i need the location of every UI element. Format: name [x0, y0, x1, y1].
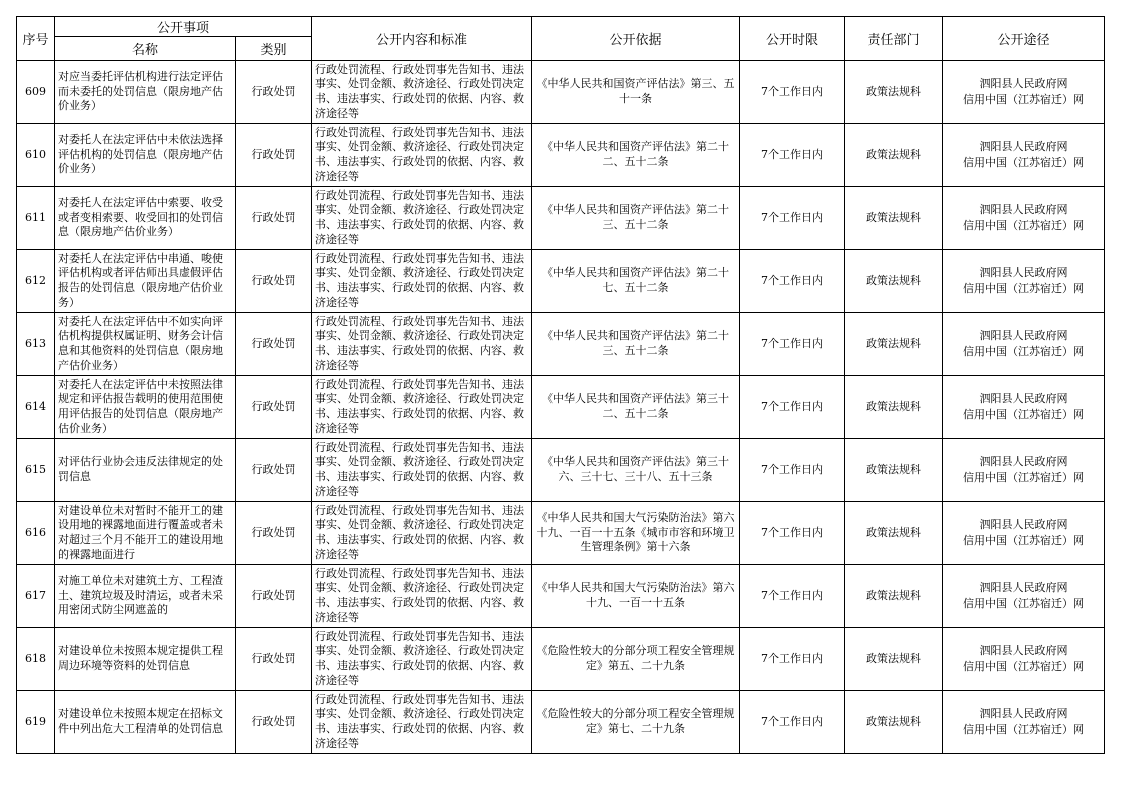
item-name-text: 对委托人在法定评估中未按照法律规定和评估报告载明的使用范围使用评估报告的处罚信息（限房地产估价业务）: [58, 377, 223, 435]
legal-basis: [532, 124, 740, 187]
disclosure-content: [312, 502, 532, 565]
disclosure-content: [312, 124, 532, 187]
table-row: [17, 376, 1105, 439]
channel-credit-china: 信用中国（江苏宿迁）网: [963, 93, 1085, 106]
header-channel: 公开途径: [943, 17, 1105, 61]
row-number: 610: [17, 124, 55, 187]
header-category: 类别: [236, 37, 312, 61]
channel-county-gov: 泗阳县人民政府网: [979, 329, 1068, 342]
channel-county-gov: 泗阳县人民政府网: [979, 392, 1068, 405]
header-content: 公开内容和标准: [312, 17, 532, 61]
time-limit: 7个工作日内: [740, 565, 845, 628]
table-row: [17, 502, 1105, 565]
disclosure-content-text: 行政处罚流程、行政处罚事先告知书、违法事实、处罚金额、救济途径、行政处罚决定书、违法事实、行政处罚的依据、内容、救济途径等: [315, 629, 525, 687]
disclosure-content-text: 行政处罚流程、行政处罚事先告知书、违法事实、处罚金额、救济途径、行政处罚决定书、违法事实、行政处罚的依据、内容、救济途径等: [315, 62, 525, 120]
legal-basis-text: 《中华人民共和国大气污染防治法》第六十九、一百一十五条《城市市容和环境卫生管理条例》第十六条: [536, 511, 735, 554]
header-basis: 公开依据: [532, 17, 740, 61]
channel-county-gov: 泗阳县人民政府网: [979, 266, 1068, 279]
time-limit: 7个工作日内: [740, 250, 845, 313]
channel-credit-china: 信用中国（江苏宿迁）网: [963, 408, 1085, 421]
responsible-department: 政策法规科: [845, 439, 943, 502]
legal-basis-text: 《中华人民共和国资产评估法》第三十六、三十七、三十八、五十三条: [542, 455, 730, 483]
legal-basis: [532, 439, 740, 502]
disclosure-channel: [943, 250, 1105, 313]
disclosure-content-text: 行政处罚流程、行政处罚事先告知书、违法事实、处罚金额、救济途径、行政处罚决定书、违法事实、行政处罚的依据、内容、救济途径等: [315, 314, 525, 372]
item-name-text: 对建设单位未按照本规定在招标文件中列出危大工程清单的处罚信息: [58, 707, 223, 735]
item-name: [55, 313, 236, 376]
item-name-text: 对建设单位未对暂时不能开工的建设用地的裸露地面进行覆盖或者未对超过三个月不能开工的建设用地的裸露地面进行: [58, 503, 223, 561]
item-name: [55, 187, 236, 250]
item-category: 行政处罚: [236, 628, 312, 691]
channel-credit-china: 信用中国（江苏宿迁）网: [963, 219, 1085, 232]
row-number: 614: [17, 376, 55, 439]
disclosure-channel: [943, 61, 1105, 124]
responsible-department: 政策法规科: [845, 313, 943, 376]
row-number: 612: [17, 250, 55, 313]
disclosure-content: [312, 61, 532, 124]
row-number: 617: [17, 565, 55, 628]
item-name-text: 对应当委托评估机构进行法定评估而未委托的处罚信息（限房地产估价业务）: [58, 70, 223, 113]
legal-basis-text: 《中华人民共和国大气污染防治法》第六十九、一百一十五条: [536, 581, 735, 609]
item-category: 行政处罚: [236, 691, 312, 754]
channel-county-gov: 泗阳县人民政府网: [979, 707, 1068, 720]
item-category: 行政处罚: [236, 439, 312, 502]
channel-credit-china: 信用中国（江苏宿迁）网: [963, 282, 1085, 295]
row-number: 611: [17, 187, 55, 250]
channel-county-gov: 泗阳县人民政府网: [979, 77, 1068, 90]
disclosure-content-text: 行政处罚流程、行政处罚事先告知书、违法事实、处罚金额、救济途径、行政处罚决定书、违法事实、行政处罚的依据、内容、救济途径等: [315, 125, 525, 183]
table-row: [17, 250, 1105, 313]
table-row: [17, 439, 1105, 502]
legal-basis: [532, 691, 740, 754]
table-row: [17, 61, 1105, 124]
item-name-text: 对评估行业协会违反法律规定的处罚信息: [58, 455, 223, 483]
header-seq: 序号: [17, 17, 55, 61]
disclosure-channel: [943, 691, 1105, 754]
disclosure-content: [312, 187, 532, 250]
time-limit: 7个工作日内: [740, 628, 845, 691]
disclosure-table: [16, 16, 1105, 754]
item-name-text: 对建设单位未按照本规定提供工程周边环境等资料的处罚信息: [58, 644, 223, 672]
disclosure-content-text: 行政处罚流程、行政处罚事先告知书、违法事实、处罚金额、救济途径、行政处罚决定书、违法事实、行政处罚的依据、内容、救济途径等: [315, 377, 525, 435]
item-name-text: 对委托人在法定评估中不如实向评估机构提供权属证明、财务会计信息和其他资料的处罚信息（限房地产估价业务）: [58, 314, 223, 372]
legal-basis: [532, 250, 740, 313]
legal-basis: [532, 628, 740, 691]
disclosure-content: [312, 313, 532, 376]
item-category: 行政处罚: [236, 376, 312, 439]
table-row: [17, 313, 1105, 376]
channel-credit-china: 信用中国（江苏宿迁）网: [963, 660, 1085, 673]
item-category: 行政处罚: [236, 187, 312, 250]
item-category: 行政处罚: [236, 313, 312, 376]
header-time-limit: 公开时限: [740, 17, 845, 61]
disclosure-content-text: 行政处罚流程、行政处罚事先告知书、违法事实、处罚金额、救济途径、行政处罚决定书、违法事实、行政处罚的依据、内容、救济途径等: [315, 503, 525, 561]
table-row: [17, 565, 1105, 628]
legal-basis: [532, 187, 740, 250]
legal-basis-text: 《危险性较大的分部分项工程安全管理规定》第五、二十九条: [536, 644, 735, 672]
disclosure-channel: [943, 124, 1105, 187]
disclosure-channel: [943, 376, 1105, 439]
item-name: [55, 439, 236, 502]
row-number: 619: [17, 691, 55, 754]
item-name: [55, 376, 236, 439]
row-number: 616: [17, 502, 55, 565]
time-limit: 7个工作日内: [740, 61, 845, 124]
channel-credit-china: 信用中国（江苏宿迁）网: [963, 723, 1085, 736]
table-row: [17, 691, 1105, 754]
responsible-department: 政策法规科: [845, 376, 943, 439]
time-limit: 7个工作日内: [740, 376, 845, 439]
disclosure-content-text: 行政处罚流程、行政处罚事先告知书、违法事实、处罚金额、救济途径、行政处罚决定书、违法事实、行政处罚的依据、内容、救济途径等: [315, 692, 525, 750]
responsible-department: 政策法规科: [845, 187, 943, 250]
disclosure-channel: [943, 502, 1105, 565]
channel-county-gov: 泗阳县人民政府网: [979, 140, 1068, 153]
item-category: 行政处罚: [236, 565, 312, 628]
disclosure-content-text: 行政处罚流程、行政处罚事先告知书、违法事实、处罚金额、救济途径、行政处罚决定书、违法事实、行政处罚的依据、内容、救济途径等: [315, 566, 525, 624]
responsible-department: 政策法规科: [845, 124, 943, 187]
channel-credit-china: 信用中国（江苏宿迁）网: [963, 534, 1085, 547]
item-name: [55, 250, 236, 313]
header-name: 名称: [55, 37, 236, 61]
item-name: [55, 61, 236, 124]
disclosure-table-sheet: [16, 16, 1104, 761]
item-name: [55, 691, 236, 754]
legal-basis-text: 《中华人民共和国资产评估法》第二十二、五十二条: [542, 140, 730, 168]
channel-county-gov: 泗阳县人民政府网: [979, 581, 1068, 594]
channel-county-gov: 泗阳县人民政府网: [979, 644, 1068, 657]
channel-credit-china: 信用中国（江苏宿迁）网: [963, 597, 1085, 610]
item-name-text: 对委托人在法定评估中串通、唆使评估机构或者评估师出具虚假评估报告的处罚信息（限房地产估价业务）: [58, 251, 223, 309]
time-limit: 7个工作日内: [740, 124, 845, 187]
item-category: 行政处罚: [236, 502, 312, 565]
channel-credit-china: 信用中国（江苏宿迁）网: [963, 471, 1085, 484]
channel-county-gov: 泗阳县人民政府网: [979, 518, 1068, 531]
item-name-text: 对施工单位未对建筑土方、工程渣土、建筑垃圾及时清运，或者未采用密闭式防尘网遮盖的: [58, 574, 223, 617]
table-row: [17, 628, 1105, 691]
legal-basis: [532, 376, 740, 439]
legal-basis: [532, 502, 740, 565]
time-limit: 7个工作日内: [740, 502, 845, 565]
legal-basis-text: 《中华人民共和国资产评估法》第二十七、五十二条: [542, 266, 730, 294]
responsible-department: 政策法规科: [845, 565, 943, 628]
header-department: 责任部门: [845, 17, 943, 61]
channel-county-gov: 泗阳县人民政府网: [979, 203, 1068, 216]
disclosure-channel: [943, 187, 1105, 250]
disclosure-content-text: 行政处罚流程、行政处罚事先告知书、违法事实、处罚金额、救济途径、行政处罚决定书、违法事实、行政处罚的依据、内容、救济途径等: [315, 251, 525, 309]
item-category: 行政处罚: [236, 250, 312, 313]
item-name-text: 对委托人在法定评估中索要、收受或者变相索要、收受回扣的处罚信息（限房地产估价业务）: [58, 196, 223, 239]
item-name-text: 对委托人在法定评估中未依法选择评估机构的处罚信息（限房地产估价业务）: [58, 133, 223, 176]
time-limit: 7个工作日内: [740, 439, 845, 502]
disclosure-content-text: 行政处罚流程、行政处罚事先告知书、违法事实、处罚金额、救济途径、行政处罚决定书、违法事实、行政处罚的依据、内容、救济途径等: [315, 188, 525, 246]
disclosure-content: [312, 439, 532, 502]
header-item-group: 公开事项: [55, 17, 312, 37]
disclosure-channel: [943, 313, 1105, 376]
time-limit: 7个工作日内: [740, 691, 845, 754]
legal-basis-text: 《中华人民共和国资产评估法》第二十三、五十二条: [542, 203, 730, 231]
disclosure-channel: [943, 565, 1105, 628]
legal-basis: [532, 565, 740, 628]
item-category: 行政处罚: [236, 61, 312, 124]
responsible-department: 政策法规科: [845, 691, 943, 754]
responsible-department: 政策法规科: [845, 628, 943, 691]
legal-basis-text: 《中华人民共和国资产评估法》第二十三、五十二条: [542, 329, 730, 357]
responsible-department: 政策法规科: [845, 250, 943, 313]
disclosure-content: [312, 565, 532, 628]
disclosure-content-text: 行政处罚流程、行政处罚事先告知书、违法事实、处罚金额、救济途径、行政处罚决定书、违法事实、行政处罚的依据、内容、救济途径等: [315, 440, 525, 498]
row-number: 615: [17, 439, 55, 502]
disclosure-content: [312, 250, 532, 313]
row-number: 609: [17, 61, 55, 124]
row-number: 613: [17, 313, 55, 376]
legal-basis-text: 《危险性较大的分部分项工程安全管理规定》第七、二十九条: [536, 707, 735, 735]
disclosure-content: [312, 691, 532, 754]
table-row: [17, 187, 1105, 250]
time-limit: 7个工作日内: [740, 313, 845, 376]
item-category: 行政处罚: [236, 124, 312, 187]
table-row: [17, 124, 1105, 187]
channel-county-gov: 泗阳县人民政府网: [979, 455, 1068, 468]
disclosure-content: [312, 376, 532, 439]
responsible-department: 政策法规科: [845, 61, 943, 124]
item-name: [55, 628, 236, 691]
item-name: [55, 502, 236, 565]
row-number: 618: [17, 628, 55, 691]
legal-basis: [532, 61, 740, 124]
item-name: [55, 565, 236, 628]
disclosure-channel: [943, 628, 1105, 691]
disclosure-content: [312, 628, 532, 691]
item-name: [55, 124, 236, 187]
channel-credit-china: 信用中国（江苏宿迁）网: [963, 345, 1085, 358]
legal-basis: [532, 313, 740, 376]
time-limit: 7个工作日内: [740, 187, 845, 250]
legal-basis-text: 《中华人民共和国资产评估法》第三十二、五十二条: [542, 392, 730, 420]
channel-credit-china: 信用中国（江苏宿迁）网: [963, 156, 1085, 169]
responsible-department: 政策法规科: [845, 502, 943, 565]
legal-basis-text: 《中华人民共和国资产评估法》第三、五十一条: [536, 77, 735, 105]
disclosure-channel: [943, 439, 1105, 502]
